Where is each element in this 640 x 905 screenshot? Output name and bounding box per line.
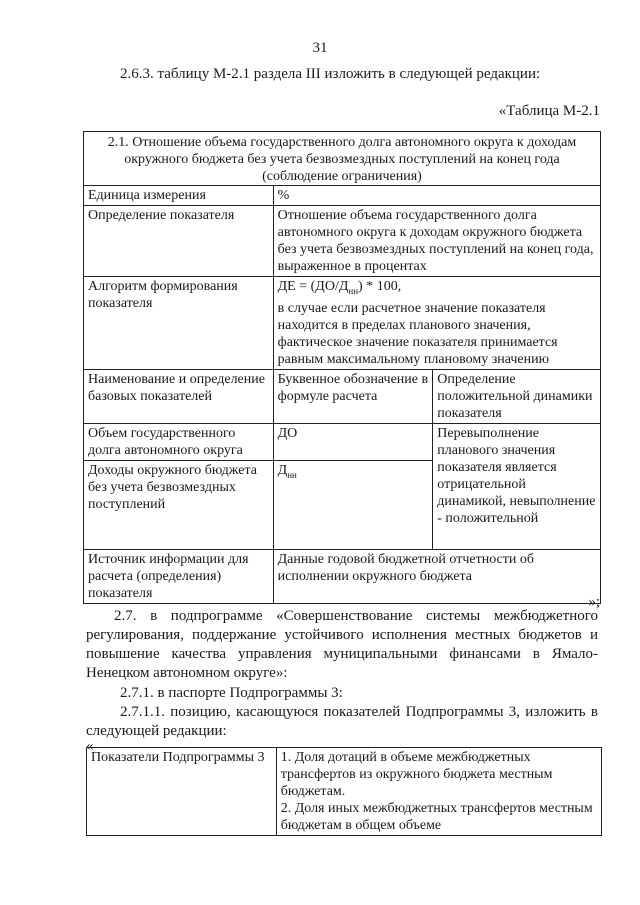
intro-paragraph: 2.6.3. таблицу М-2.1 раздела III изложить в следующей редакции: xyxy=(120,66,541,82)
algorithm-text: в случае если расчетное значение показателя находится в пределах планового значения, фактическое значение показателя принимается равным максимальному плановому значению xyxy=(277,300,558,367)
page-number: 31 xyxy=(312,40,328,56)
dynamics-label: Определение положительной динамики показателя xyxy=(433,369,601,423)
subprogram-indicators-table xyxy=(86,747,602,836)
debt-symbol: ДО xyxy=(273,423,433,460)
table-header-cell xyxy=(84,132,601,186)
base-indicators-label: Наименование и определение базовых показателей xyxy=(84,369,274,423)
income-symbol-sub: нн xyxy=(287,469,297,480)
income-label: Доходы окружного бюджета без учета безвозмездных поступлений xyxy=(84,460,274,549)
income-symbol xyxy=(273,460,433,549)
paragraph-2-7-1-1: 2.7.1.1. позицию, касающуюся показателей Подпрограммы 3, изложить в следующей редакции: xyxy=(86,704,598,739)
unit-value: % xyxy=(273,186,600,206)
paragraph-2-7-1: 2.7.1. в паспорте Подпрограммы 3: xyxy=(120,685,343,701)
subprogram-indicators-list xyxy=(276,748,601,836)
table-caption: «Таблица М-2.1 xyxy=(498,103,600,119)
indicator-table xyxy=(83,131,601,604)
indicator-item-2: 2. Доля иных межбюджетных трансфертов местным бюджетам в общем объеме xyxy=(280,801,593,833)
algorithm-value xyxy=(273,277,600,370)
indicator-item-1: 1. Доля дотаций в объеме межбюджетных трансфертов из окружного бюджета местным бюджетам. xyxy=(280,750,553,799)
table-header: 2.1. Отношение объема государственного долга автономного округа к доходам окружного бюджета без учета безвозмездных поступлений на конец года (соблюдение ограничения) xyxy=(107,135,577,184)
closing-quote: »; xyxy=(588,594,600,610)
source-label: Источник информации для расчета (определения) показателя xyxy=(84,549,274,603)
source-value: Данные годовой бюджетной отчетности об исполнении окружного бюджета xyxy=(273,549,600,603)
subprogram-indicators-label: Показатели Подпрограммы 3 xyxy=(87,748,277,836)
income-symbol-main: Д xyxy=(277,462,288,478)
definition-value: Отношение объема государственного долга автономного округа к доходам окружного бюджета без учета безвозмездных поступлений на конец года, выраженное в процентах xyxy=(273,206,600,277)
letter-designation-label: Буквенное обозначение в формуле расчета xyxy=(273,369,433,423)
formula-prefix: ДЕ = (ДО/Д xyxy=(277,279,349,294)
algorithm-label: Алгоритм формирования показателя xyxy=(84,277,274,370)
formula-suffix: ) * 100, xyxy=(358,279,402,294)
opening-quote: « xyxy=(86,738,94,754)
paragraph-2-7: 2.7. в подпрограмме «Совершенствование системы межбюджетного регулирования, поддержание устойчивого исполнения местных бюджетов и повышение качества управления муниципальными финансами в Ямало-Ненецком автономном округе»: xyxy=(86,608,598,681)
formula-subscript: нн xyxy=(348,285,359,296)
debt-label: Объем государственного долга автономного округа xyxy=(84,423,274,460)
definition-label: Определение показателя xyxy=(84,206,274,277)
algorithm-formula xyxy=(278,278,596,300)
unit-label: Единица измерения xyxy=(84,186,274,206)
dynamics-value: Перевыполнение планового значения показателя является отрицательной динамикой, невыполнение - положительной xyxy=(433,423,601,549)
